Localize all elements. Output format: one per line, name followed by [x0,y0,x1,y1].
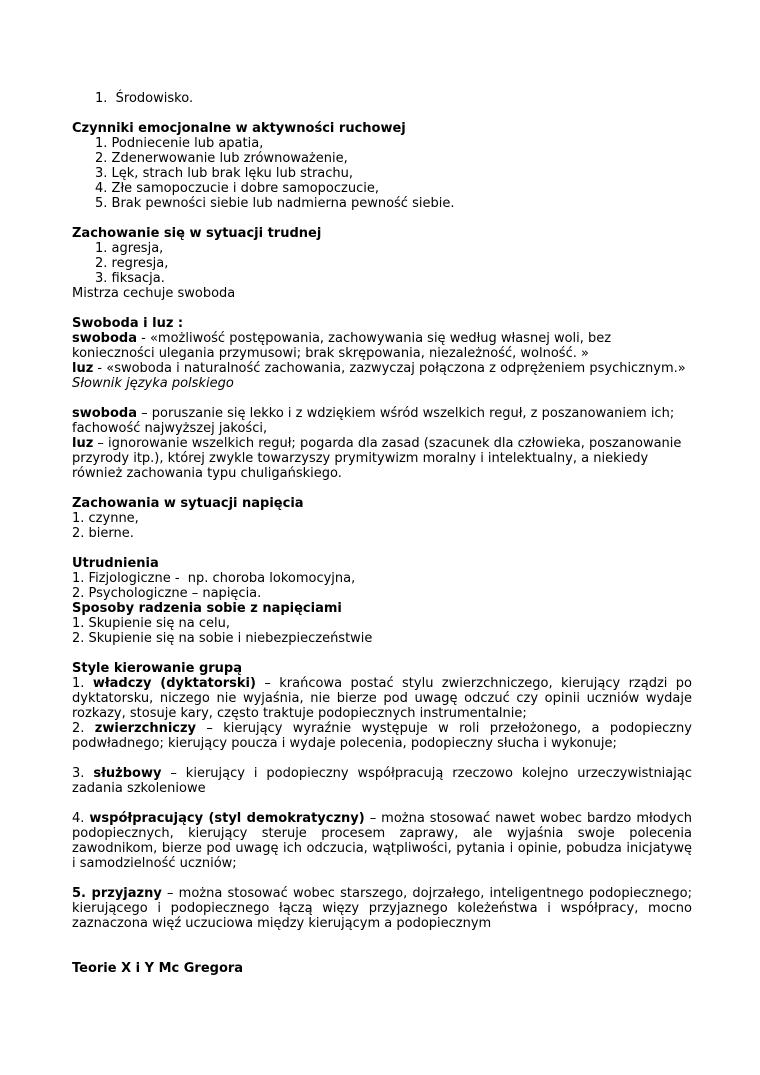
definition-luz-2 [72,436,692,481]
swoboda-luz-heading: Swoboda i luz : [72,316,184,331]
definition-swoboda [72,331,692,361]
term: współpracujący (styl demokratyczny) [89,811,365,826]
definition-text: – ignorowanie wszelkich reguł; pogarda dla zasad (szacunek dla człowieka, poszanowanie przyrody itp.), której zwykle towarzyszy prymitywizm moralny i intelektualny, a niekiedy również zachowania typu chuligańskiego. [72,436,682,481]
style-number: 2. [72,721,95,736]
difficulties-heading: Utrudnienia [72,556,159,571]
style-item-democratic [72,811,692,871]
style-text: – można stosować wobec starszego, dojrzałego, inteligentnego podopiecznego; kierującego i podopiecznego łączą więzy przyjaznego koleżeństwa i współpracy, mocno zaznaczona więź uczuciowa między kierującym a podopiecznym [72,886,692,931]
term: władczy (dyktatorski) [92,676,256,691]
style-text: – kierujący wyraźnie występuje w roli przełożonego, a podopieczny podwładnego; kierujący poucza i wydaje polecenia, podopieczny słucha i wykonuje; [72,721,692,751]
leadership-styles-heading: Style kierowanie grupą [72,661,242,676]
term: swoboda [72,406,137,421]
definition-text: – poruszanie się lekko i z wdziękiem wśród wszelkich reguł, z poszanowaniem ich; fachowość najwyższej jakości, [72,406,675,436]
list-item: 2. regresja, [95,256,169,271]
list-item: 3. fiksacja. [95,271,165,286]
emotional-factors-heading: Czynniki emocjonalne w aktywności ruchowej [72,121,406,136]
list-item: 1. Fizjologiczne - np. choroba lokomocyjna, [72,571,356,586]
difficult-situation-heading: Zachowanie się w sytuacji trudnej [72,226,322,241]
style-item-authoritarian [72,676,692,721]
definition-swoboda-2 [72,406,692,436]
dictionary-source: Słownik języka polskiego [72,376,234,391]
term: luz [72,436,94,451]
style-item-official [72,766,692,796]
list-item: 2. Skupienie się na sobie i niebezpieczeństwie [72,631,373,646]
master-note: Mistrza cechuje swoboda [72,286,236,301]
list-item: 3. Lęk, strach lub brak lęku lub strachu, [95,166,354,181]
list-item: 2. Psychologiczne – napięcia. [72,586,262,601]
list-item: 1. Skupienie się na celu, [72,616,230,631]
style-item-friendly [72,886,692,931]
list-item: 1. Podniecenie lub apatia, [95,136,264,151]
list-item: 5. Brak pewności siebie lub nadmierna pewność siebie. [95,196,455,211]
term: zwierzchniczy [94,721,197,736]
style-item-superior [72,721,692,751]
list-item: 1. agresja, [95,241,164,256]
style-number: 4. [72,811,90,826]
theories-heading: Teorie X i Y Mc Gregora [72,961,244,976]
definition-luz [72,361,692,376]
style-text: – kierujący i podopieczny współpracują rzeczowo kolejno urzeczywistniając zadania szkoleniowe [72,766,692,796]
style-number: 1. [72,676,93,691]
term: luz [72,361,94,376]
definition-text: - «swoboda i naturalność zachowania, zazwyczaj połączona z odprężeniem psychicznym.» [93,361,686,376]
list-item: 1. czynne, [72,511,139,526]
list-item: 2. Zdenerwowanie lub zrównoważenie, [95,151,348,166]
document-body [72,91,692,976]
term: swoboda [72,331,137,346]
term: 5. przyjazny [72,886,162,901]
style-text: – można stosować nawet wobec bardzo młodych podopiecznych, kierujący steruje procesem zaprawy, ale wyjaśnia swoje polecenia zawodnikom, bierze pod uwagę ich odczucia, wątpliwości, pytania i opinie, pobudza inicjatywę i samodzielność uczniów; [72,811,692,871]
term: służbowy [93,766,162,781]
tension-behaviour-heading: Zachowania w sytuacji napięcia [72,496,304,511]
list-item: 4. Złe samopoczucie i dobre samopoczucie, [95,181,379,196]
style-text: – krańcowa postać stylu zwierzchniczego, kierujący rządzi po dyktatorsku, niczego nie wyjaśnia, nie bierze pod uwagę odczuć czy opinii uczniów wydaje rozkazy, stosuje kary, często traktuje podopiecznych instrumentalnie; [72,676,692,721]
style-number: 3. [72,766,94,781]
intro-list-item: 1. Środowisko. [95,91,194,106]
coping-heading: Sposoby radzenia sobie z napięciami [72,601,342,616]
definition-text: - «możliwość postępowania, zachowywania się według własnej woli, bez konieczności ulegania przymusowi; brak skrępowania, niezależność, wolność. » [72,331,612,361]
list-item: 2. bierne. [72,526,134,541]
